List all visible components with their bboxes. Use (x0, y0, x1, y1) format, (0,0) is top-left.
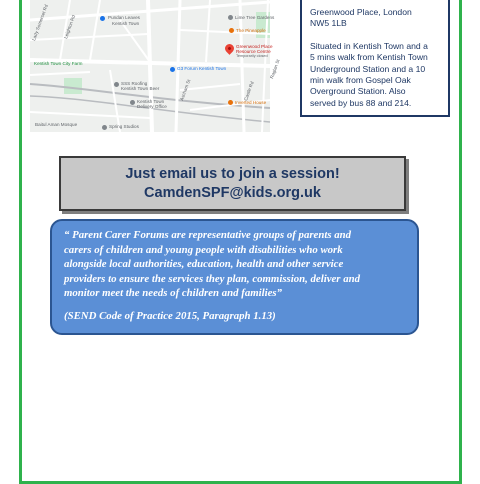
directions-line: served by bus 88 and 214. (310, 97, 412, 108)
email-address-link[interactable]: CamdenSPF@kids.org.uk (144, 185, 321, 201)
directions-line: Underground Station and a 10 (310, 63, 426, 74)
map-label-kentish-town: Kentish Town (112, 21, 140, 26)
directions-line: Overground Station. Also (310, 86, 406, 97)
email-banner-heading: Just email us to join a session! (125, 166, 340, 182)
map-label-baitul-aman-mosque: Baitul Aman Mosque (35, 122, 78, 127)
place-icon (130, 100, 135, 105)
quote-citation: (SEND Code of Practice 2015, Paragraph 1.13) (64, 309, 276, 322)
place-icon (114, 82, 119, 87)
map-label-spring-studios: Spring Studios (109, 124, 139, 129)
map-street-lady-somerset: Lady Somerset Rd (31, 3, 49, 42)
map-label-delivery-office-2: Delivery Office (137, 104, 167, 109)
directions-line: Situated in Kentish Town and a (310, 40, 428, 51)
address-line-2: NW5 1LB (310, 18, 347, 29)
place-icon (102, 125, 107, 130)
quote-line: providers to ensure the services they plan, commission, deliver and (64, 272, 361, 285)
quote-line: monitor meet the needs of children and families” (64, 287, 283, 300)
map-label-lime-tree-gardens: Lime Tree Gardens (235, 15, 275, 20)
directions-line: 5 mins walk from Kentish Town (310, 52, 428, 63)
map-label-delivery-office-1: Kentish Town (137, 99, 165, 104)
map-label-resource-centre-2: Resource Centre (236, 49, 271, 54)
location-map[interactable] (30, 0, 281, 132)
restaurant-icon (229, 28, 234, 33)
map-label-city-farm: Kentish Town City Farm (34, 61, 83, 66)
map-label-g3-forum: G3 Forum Kentish Town (177, 66, 227, 71)
quote-line: alongside local authorities, education, health and other service (64, 258, 344, 271)
restaurant-icon (228, 100, 233, 105)
transit-icon (100, 16, 105, 21)
email-banner (59, 156, 406, 211)
map-street-leighton: Leighton Rd (63, 14, 77, 40)
map-label-resource-centre-3: Temporarily closed (236, 54, 268, 58)
address-line-1: Greenwood Place, London (310, 7, 412, 17)
map-label-pandan-leaves: Pundan Leaves (108, 15, 140, 20)
address-box (300, 0, 450, 117)
quote-box (50, 219, 419, 335)
map-label-sss-roofing-1: SSS Roofing (121, 81, 148, 86)
map-label-sss-roofing-2: Kentish Town Beer (121, 86, 160, 91)
transit-icon (170, 67, 175, 72)
map-label-inverted-house: Inverted House (235, 100, 267, 105)
map-label-resource-centre-1: Greenwood Place (236, 44, 273, 49)
map-street-ascham: Ascham St (179, 78, 192, 102)
quote-line: “ Parent Carer Forums are representative groups of parents and (64, 229, 352, 241)
directions-line: min walk from Gospel Oak (310, 75, 411, 86)
quote-line: carers of children and young people with disabilities who work (64, 243, 343, 256)
place-icon (228, 15, 233, 20)
map-street-raglan: Raglan St (269, 58, 281, 80)
map-street-castle: Castle Rd (243, 80, 255, 102)
map-label-the-pineapple: The Pineapple (236, 28, 266, 33)
